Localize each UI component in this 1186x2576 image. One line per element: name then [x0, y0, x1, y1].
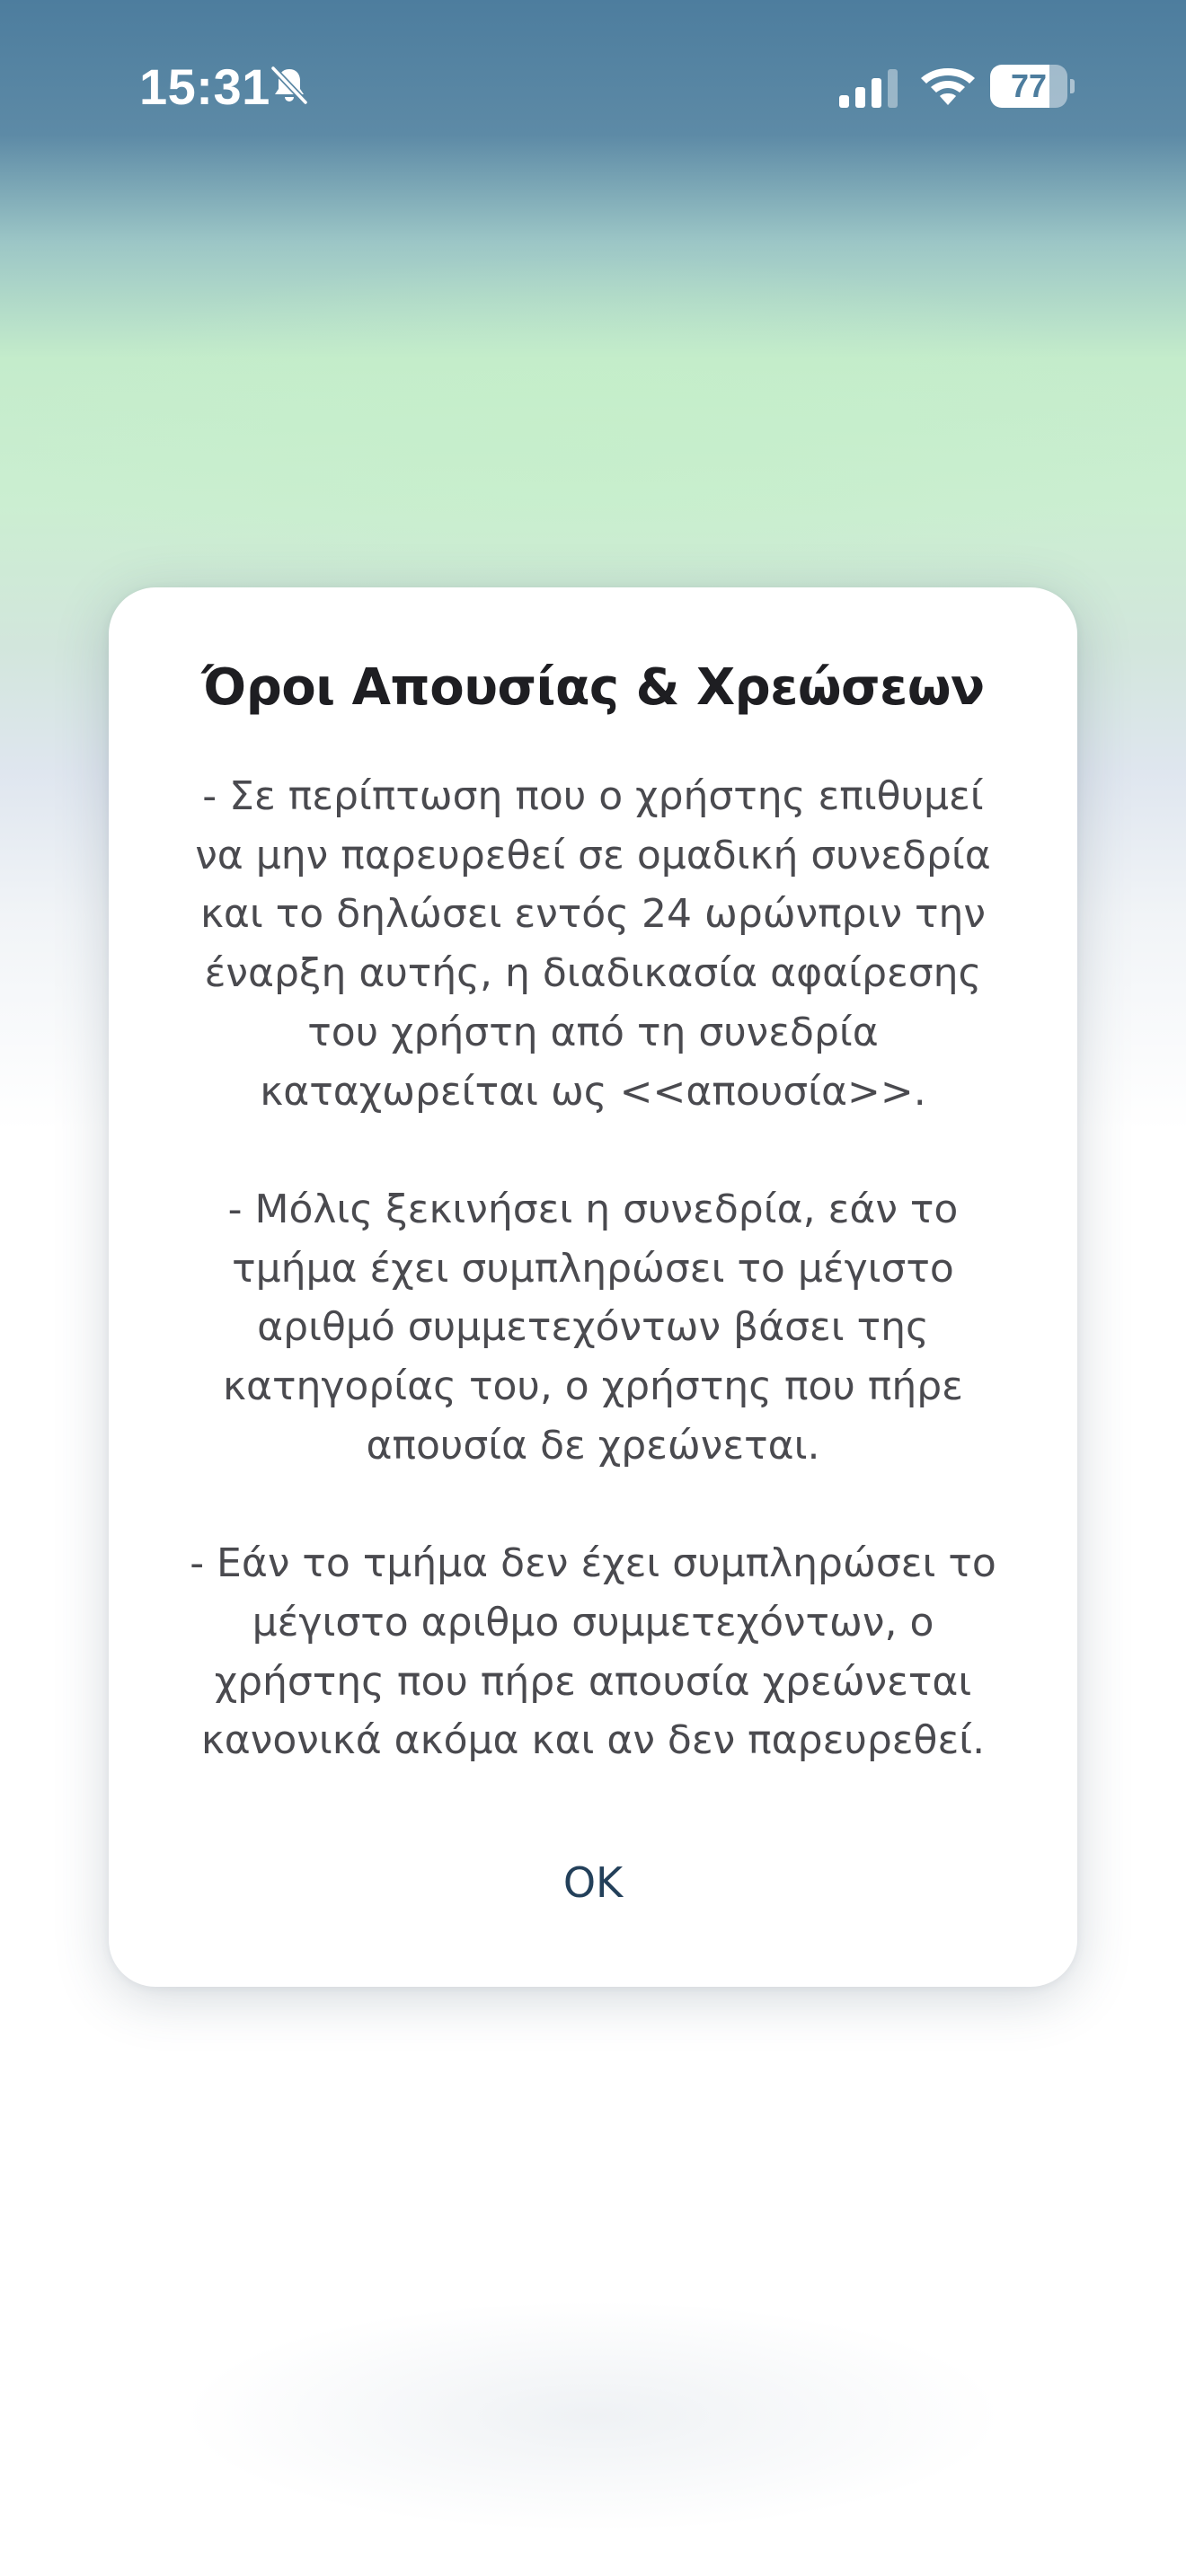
- battery-level: 77: [1010, 67, 1048, 104]
- paragraph-line: τμήμα έχει συμπληρώσει το μέγιστο: [232, 1245, 954, 1292]
- wifi-icon: [920, 63, 976, 108]
- paragraph-line: μέγιστο αριθμο συμμετεχόντων, ο: [252, 1599, 934, 1645]
- battery-cap: [1070, 79, 1075, 93]
- ok-button[interactable]: OK: [562, 1858, 624, 1907]
- paragraph-line: - Σε περίπτωση που ο χρήστης επιθυμεί: [202, 773, 984, 819]
- battery-icon: [990, 65, 1073, 108]
- paragraph-line: αριθμό συμμετεχόντων βάσει της: [257, 1304, 929, 1351]
- absence-terms-dialog: [109, 587, 1077, 1987]
- status-bar: [0, 0, 1186, 171]
- status-time: 15:31: [139, 58, 270, 115]
- paragraph-line: κανονικά ακόμα και αν δεν παρευρεθεί.: [200, 1717, 986, 1764]
- paragraph-line: - Εάν το τμήμα δεν έχει συμπληρώσει το: [190, 1540, 996, 1587]
- paragraph-line: να μην παρευρεθεί σε ομαδική συνεδρία: [195, 832, 991, 878]
- battery-body: [990, 65, 1067, 108]
- terms-paragraph-3: [172, 1534, 1014, 1770]
- paragraph-line: - Μόλις ξεκινήσει η συνεδρία, εάν το: [227, 1186, 959, 1232]
- dialog-body: [172, 767, 1014, 1770]
- terms-paragraph-1: [172, 767, 1014, 1121]
- paragraph-line: κατηγορίας του, ο χρήστης που πήρε: [223, 1363, 963, 1410]
- dialog-title: Όροι Απουσίας & Χρεώσεων: [201, 658, 985, 717]
- terms-paragraph-2: [172, 1180, 1014, 1476]
- background-glow: [0, 251, 1186, 629]
- paragraph-line: και το δηλώσει εντός 24 ωρώνπριν την: [199, 891, 987, 938]
- background-haze: [180, 2299, 1006, 2533]
- bell-slash-icon: [266, 63, 313, 110]
- paragraph-line: έναρξη αυτής, η διαδικασία αφαίρεσης: [204, 950, 982, 997]
- paragraph-line: καταχωρείται ως <<απουσία>>.: [260, 1068, 926, 1115]
- paragraph-line: απουσία δε χρεώνεται.: [366, 1422, 820, 1469]
- paragraph-line: χρήστης που πήρε απουσία χρεώνεται: [214, 1658, 972, 1705]
- paragraph-line: του χρήστη από τη συνεδρία: [307, 1009, 879, 1055]
- cellular-signal-icon: [837, 68, 900, 108]
